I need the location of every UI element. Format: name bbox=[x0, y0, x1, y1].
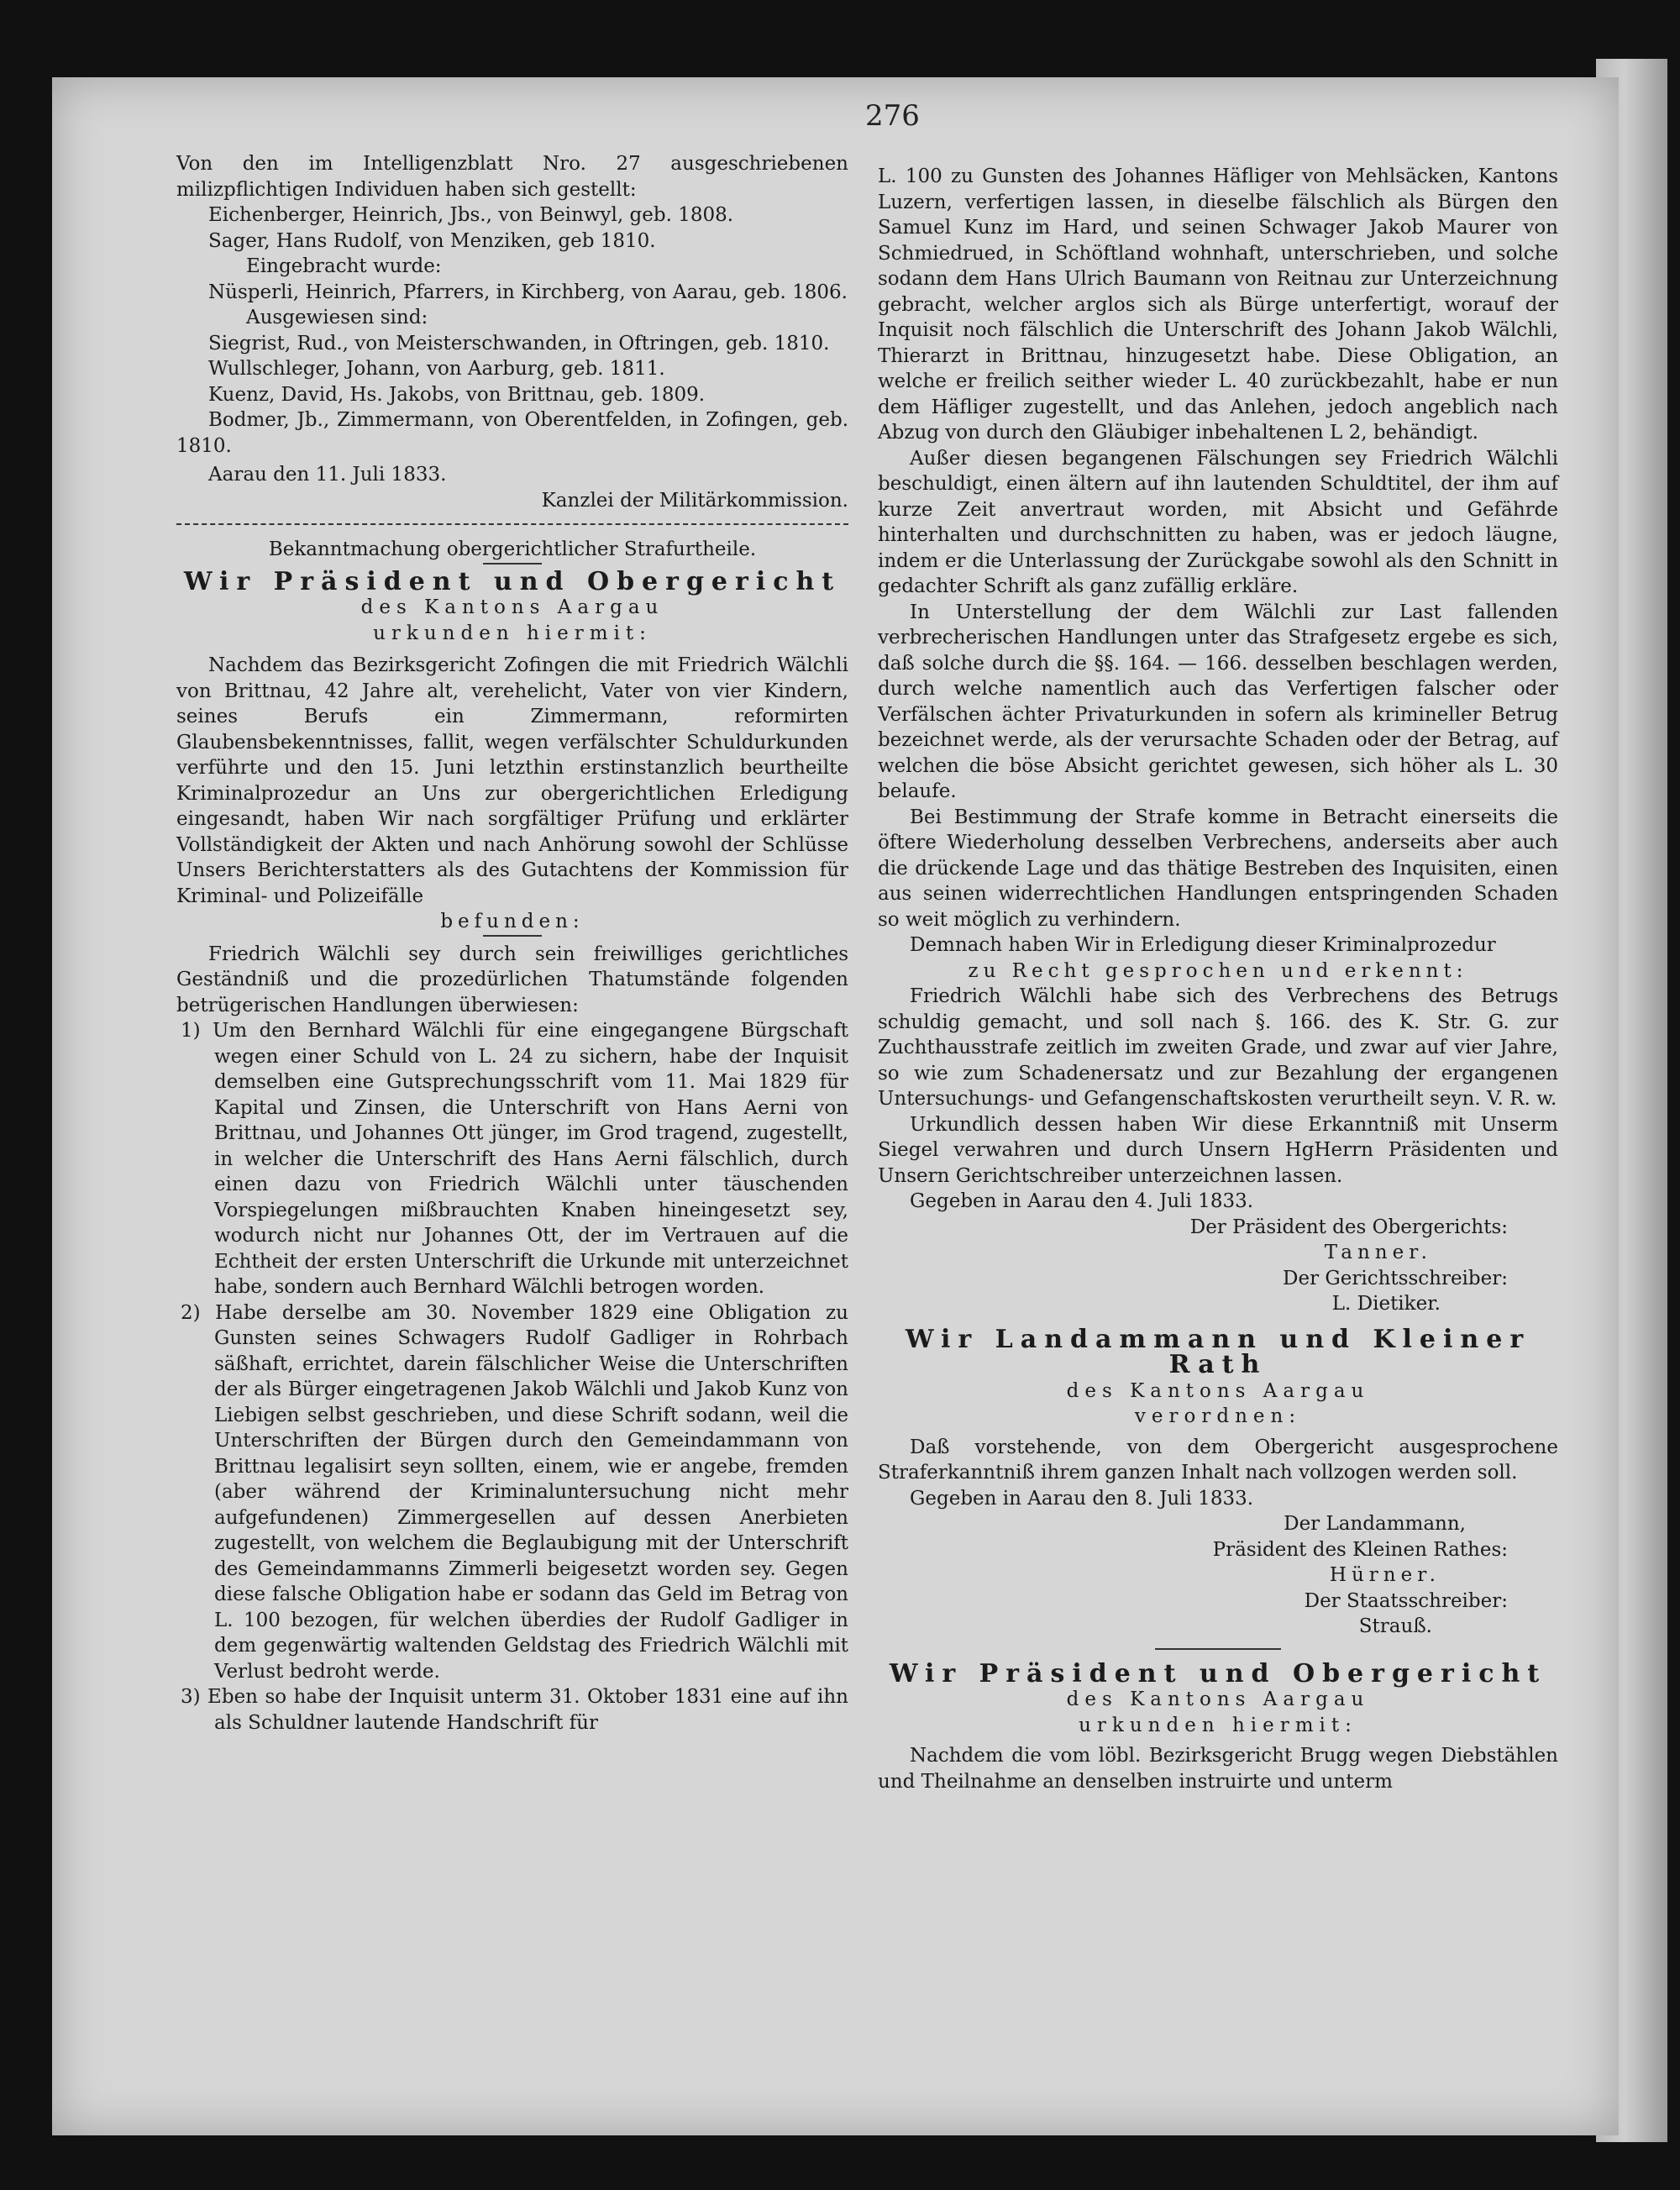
signature-title: Der Präsident des Obergerichts: bbox=[1189, 1216, 1508, 1238]
brought-entry: Nüsperli, Heinrich, Pfarrers, in Kirchberg, von Aarau, geb. 1806. bbox=[208, 281, 848, 303]
given-date: Gegeben in Aarau den 8. Juli 1833. bbox=[910, 1487, 1254, 1510]
signature-name: Hürner. bbox=[1329, 1564, 1441, 1586]
short-rule bbox=[1155, 1648, 1281, 1650]
signature-title: Präsident des Kleinen Rathes: bbox=[1212, 1538, 1508, 1561]
section-divider bbox=[176, 523, 848, 525]
continued-paragraph: L. 100 zu Gunsten des Johannes Häfliger von Mehlsäcken, Kantons Luzern, verfertigen lassen, in dieselbe fälschlich als Bürgen den Samuel Kunz im Hard, und seinen Schwager Jakob Maurer von Schmiedrued, in Schöftland wohnhaft, unterschrieben, und solche sodann dem Hans Ulrich Baumann von Reitnau zur Unterzeichnung gebracht, welcher arglos sich als Bürge unterfertigt, worauf der Inquisit noch fälschlich die Unterschrift des Johann Jakob Wälchli, Thierarzt in Brittnau, hinzugesetzt habe. Diese Obligation, an welche er freilich seither wieder L. 40 zurückbezahlt, habe er nun dem Häfliger zugestellt, und das Anlehen, jedoch angeblich nach Abzug von durch den Gläubiger inbehaltenen L 2, behändigt. bbox=[878, 165, 1558, 444]
page-number: 276 bbox=[865, 99, 920, 133]
signature-title: Der Landammann, bbox=[1284, 1513, 1466, 1535]
judgment-label: zu Recht gesprochen und erkennt: bbox=[968, 959, 1468, 982]
finding-item: 1) Um den Bernhard Wälchli für eine eingegangene Bürgschaft wegen einer Schuld von L. 24 zu sichern, habe der Inquisit demselben eine Gutsprechungsschrift vom 11. Mai 1829 für Kapital und Zinsen, die Unterschrift von Hans Aerni von Brittnau, und Johannes Ott jünger, im Grod tragend, zugestellt, in welcher die Unterschrift des Hans Aerni fälschlich, durch einen dazu von Friedrich Wälchli unter täuschenden Vorspiegelungen mißbrauchten Knaben hineingesetzt sey, wodurch nicht nur Johannes Ott, der im Vertrauen auf die Echtheit der ersten Unterschrift die Urkunde mit unterzeichnet habe, sondern auch Bernhard Wälchli betrogen worden. bbox=[181, 1020, 848, 1298]
presented-entry: Eichenberger, Heinrich, Jbs., von Beinwyl, geb. 1808. bbox=[208, 204, 734, 226]
court-subheading: des Kantons Aargau bbox=[1066, 1688, 1370, 1710]
signature-name: L. Dietiker. bbox=[1331, 1293, 1441, 1315]
expelled-entry: Siegrist, Rud., von Meisterschwanden, in Oftringen, geb. 1810. bbox=[208, 332, 830, 354]
presented-entry: Sager, Hans Rudolf, von Menziken, geb 1810. bbox=[208, 229, 656, 252]
council-subheading: des Kantons Aargau bbox=[1066, 1379, 1370, 1402]
court-subheading: urkunden hiermit: bbox=[1079, 1714, 1357, 1736]
right-column bbox=[878, 164, 1558, 1794]
short-rule bbox=[483, 935, 542, 937]
court-subheading: des Kantons Aargau bbox=[360, 596, 664, 618]
brought-label: Eingebracht wurde: bbox=[246, 255, 442, 277]
court-heading: Wir Präsident und Obergericht bbox=[183, 566, 842, 596]
given-date: Gegeben in Aarau den 4. Juli 1833. bbox=[910, 1190, 1254, 1212]
expelled-entry: Wullschleger, Johann, von Aarburg, geb. 1811. bbox=[208, 358, 665, 380]
verdict-paragraph: Friedrich Wälchli habe sich des Verbrechens des Betrugs schuldig gemacht, und soll nach §. 166. des K. Str. G. zur Zuchthausstrafe zeitlich im zweiten Grade, und zwar auf vier Jahre, so wie zum Schadenersatz und zur Bezahlung der ergangenen Untersuchungs- und Gefangenschaftskosten verurtheilt seyn. V. R. w. bbox=[878, 985, 1558, 1110]
expelled-entry: Kuenz, David, Hs. Jakobs, von Brittnau, geb. 1809. bbox=[208, 383, 706, 406]
signature-name: Strauß. bbox=[1358, 1615, 1432, 1637]
case-paragraph: Nachdem das Bezirksgericht Zofingen die mit Friedrich Wälchli von Brittnau, 42 Jahre alt, verehelicht, Vater von vier Kindern, seines Berufs ein Zimmermann, reformirten Glaubensbekenntnisses, fallit, wegen verfälschter Schuldurkunden verführte und den 15. Juni letzthin erstinstanzlich beurtheilte Kriminalprozedur an Uns zur obergerichtlichen Erledigung eingesandt, haben Wir nach sorgfältiger Prüfung und erklärter Vollständigkeit der Akten und nach Anhörung sowohl der Schlüsse Unsers Berichterstatters als des Gutachtens der Kommission für Kriminal- und Polizeifälle bbox=[176, 654, 848, 907]
signature-name: Tanner. bbox=[1324, 1242, 1432, 1263]
found-label: befunden: bbox=[440, 911, 585, 932]
expelled-label: Ausgewiesen sind: bbox=[246, 307, 428, 328]
section-title: Bekanntmachung obergerichtlicher Strafurtheile. bbox=[268, 538, 757, 560]
council-subheading: verordnen: bbox=[1134, 1405, 1302, 1427]
findings-paragraph: Friedrich Wälchli sey durch sein freiwilliges gerichtliches Geständniß und die prozedürlichen Thatumstände folgenden betrügerischen Handlungen überwiesen: bbox=[176, 943, 848, 1016]
expelled-entry: Bodmer, Jb., Zimmermann, von Oberentfelden, in Zofingen, geb. 1810. bbox=[176, 409, 848, 457]
militia-office: Kanzlei der Militärkommission. bbox=[541, 489, 848, 512]
short-rule bbox=[483, 563, 542, 565]
case-paragraph: Nachdem die vom löbl. Bezirksgericht Brugg wegen Diebstählen und Theilnahme an denselben instruirte und unterm bbox=[878, 1745, 1558, 1793]
signature-title: Der Staatsschreiber: bbox=[1304, 1589, 1508, 1612]
finding-item: 2) Habe derselbe am 30. November 1829 eine Obligation zu Gunsten seines Schwagers Rudolf Gadliger in Rohrbach säßhaft, errichtet, darein fälschlicher Weise die Unterschriften der als Bürger eingetragenen Jakob Wälchli und Jakob Kunz von Liebigen selbst geschrieben, und diese Schrift sodann, weil die Unterschriften der Bürgen durch den Gemeindammann von Brittnau legalisirt seyn sollten, einem, wie er angebe, fremden (aber während der Kriminaluntersuchung nicht mehr aufgefundenen) Zimmergesellen auf dessen Anerbieten zugestellt, von welchem die Beglaubigung mit der Unterschrift des Gemeindammanns Zimmerli beigesetzt worden sey. Gegen diese falsche Obligation habe er sodann das Geld im Betrag von L. 100 bezogen, für welchen überdies der Rudolf Gadliger in dem gegenwärtig waltenden Geldstag des Friedrich Wälchli mit Verlust bedroht werde. bbox=[181, 1301, 848, 1683]
order-paragraph: Daß vorstehende, von dem Obergericht ausgesprochene Straferkanntniß ihrem ganzen Inhalt nach vollzogen werden soll. bbox=[878, 1436, 1558, 1484]
court-heading: Wir Präsident und Obergericht bbox=[889, 1658, 1547, 1688]
court-subheading: urkunden hiermit: bbox=[373, 622, 652, 644]
finding-item: 3) Eben so habe der Inquisit unterm 31. Oktober 1831 eine auf ihn als Schuldner lautende Handschrift für bbox=[181, 1686, 848, 1734]
statute-paragraph: In Unterstellung der dem Wälchli zur Last fallenden verbrecherischen Handlungen unter das Strafgesetz ergebe es sich, daß solche durch die §§. 164. — 166. desselben beschlagen werden, durch welche namentlich auch das Verfertigen falscher oder Verfälschen ächter Privaturkunden in sofern als krimineller Betrug bezeichnet werde, als der verursachte Schaden oder der Betrag, auf welchen die böse Absicht gerichtet gewesen, sich höher als L. 30 belaufe. bbox=[878, 601, 1558, 802]
seal-paragraph: Urkundlich dessen haben Wir diese Erkanntniß mit Unserm Siegel verwahren und durch Unsern HgHerrn Präsidenten und Unsern Gerichtschreiber unterzeichnen lassen. bbox=[878, 1113, 1558, 1187]
therefore-paragraph: Demnach haben Wir in Erledigung dieser Kriminalprozedur bbox=[910, 934, 1496, 956]
signature-title: Der Gerichtsschreiber: bbox=[1283, 1267, 1508, 1289]
militia-intro: Von den im Intelligenzblatt Nro. 27 ausgeschriebenen milizpflichtigen Individuen haben sich gestellt: bbox=[176, 153, 848, 201]
accusation-paragraph: Außer diesen begangenen Fälschungen sey Friedrich Wälchli beschuldigt, einen ältern auf ihn lautenden Schuldtitel, der ihm auf kurze Zeit anvertraut worden, mit Absicht und Gefährde hinterhalten und durchschnitten zu haben, was er jedoch läugne, indem er die Unterlassung der Zurückgabe sowohl als den Schnitt in gedachter Schrift als ganz zufällig erkläre. bbox=[878, 447, 1558, 597]
council-heading: Wir Landammann und Kleiner Rath bbox=[905, 1324, 1531, 1379]
militia-date: Aarau den 11. Juli 1833. bbox=[208, 464, 447, 486]
penalty-paragraph: Bei Bestimmung der Strafe komme in Betracht einerseits die öftere Wiederholung desselben Verbrechens, anderseits aber auch die drückende Lage und das thätige Bestreben des Inquisiten, einen aus seinen widerrechtlichen Handlungen entspringenden Schaden so weit möglich zu verhindern. bbox=[878, 806, 1558, 931]
left-column bbox=[176, 151, 848, 1736]
